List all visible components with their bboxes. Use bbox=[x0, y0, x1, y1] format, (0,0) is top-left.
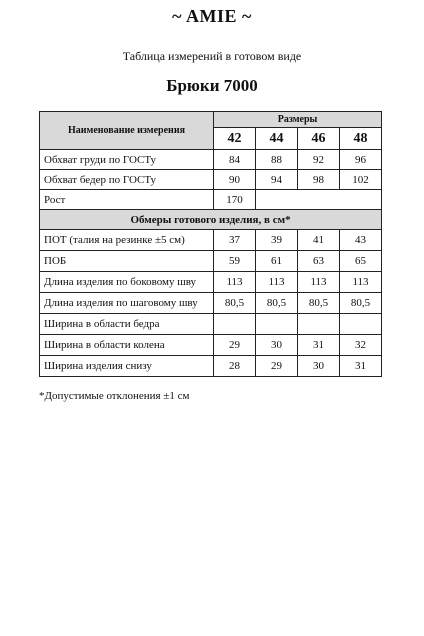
size-header: 44 bbox=[256, 128, 298, 150]
row-label: Ширина изделия снизу bbox=[40, 356, 214, 377]
empty-cell bbox=[256, 190, 382, 210]
row-value bbox=[340, 314, 382, 335]
product-title: Брюки 7000 bbox=[166, 76, 258, 95]
row-value: 41 bbox=[298, 230, 340, 251]
row-value: 37 bbox=[214, 230, 256, 251]
row-value: 61 bbox=[256, 251, 298, 272]
row-value: 80,5 bbox=[214, 293, 256, 314]
column-header-sizes: Размеры bbox=[214, 112, 382, 128]
row-value: 80,5 bbox=[256, 293, 298, 314]
row-value: 113 bbox=[256, 272, 298, 293]
row-value: 63 bbox=[298, 251, 340, 272]
row-value bbox=[214, 314, 256, 335]
row-value: 102 bbox=[340, 170, 382, 190]
brand-logo-text: ~ AMIE ~ bbox=[172, 6, 252, 26]
row-label: Обхват бедер по ГОСТу bbox=[40, 170, 214, 190]
row-value: 88 bbox=[256, 150, 298, 170]
row-value: 39 bbox=[256, 230, 298, 251]
row-label: Обхват груди по ГОСТу bbox=[40, 150, 214, 170]
row-value: 28 bbox=[214, 356, 256, 377]
row-value: 80,5 bbox=[340, 293, 382, 314]
row-value: 94 bbox=[256, 170, 298, 190]
table-row bbox=[40, 230, 382, 251]
table-row bbox=[40, 170, 382, 190]
footnote: *Допустимые отклонения ±1 см bbox=[39, 390, 190, 402]
table-row bbox=[40, 190, 382, 210]
row-value: 92 bbox=[298, 150, 340, 170]
row-label: Длина изделия по боковому шву bbox=[40, 272, 214, 293]
row-value: 29 bbox=[214, 335, 256, 356]
row-value: 113 bbox=[214, 272, 256, 293]
row-value: 31 bbox=[340, 356, 382, 377]
row-value: 96 bbox=[340, 150, 382, 170]
row-value: 31 bbox=[298, 335, 340, 356]
page-subtitle: Таблица измерений в готовом виде bbox=[122, 49, 302, 63]
row-value: 30 bbox=[298, 356, 340, 377]
column-header-measurement: Наименование измерения bbox=[40, 112, 214, 150]
table-row bbox=[40, 293, 382, 314]
table-row bbox=[40, 356, 382, 377]
row-value: 113 bbox=[298, 272, 340, 293]
row-value: 98 bbox=[298, 170, 340, 190]
row-value bbox=[256, 314, 298, 335]
row-value: 80,5 bbox=[298, 293, 340, 314]
row-value: 84 bbox=[214, 150, 256, 170]
table-row bbox=[40, 314, 382, 335]
size-header: 42 bbox=[214, 128, 256, 150]
row-value: 59 bbox=[214, 251, 256, 272]
row-value: 30 bbox=[256, 335, 298, 356]
row-value: 32 bbox=[340, 335, 382, 356]
table-row bbox=[40, 251, 382, 272]
measurements-table bbox=[39, 111, 382, 377]
height-value: 170 bbox=[214, 190, 256, 210]
row-value: 65 bbox=[340, 251, 382, 272]
size-header: 46 bbox=[298, 128, 340, 150]
row-value: 113 bbox=[340, 272, 382, 293]
table-row bbox=[40, 272, 382, 293]
table-row bbox=[40, 335, 382, 356]
row-value bbox=[298, 314, 340, 335]
size-header: 48 bbox=[340, 128, 382, 150]
row-label: Длина изделия по шаговому шву bbox=[40, 293, 214, 314]
row-label: Ширина в области колена bbox=[40, 335, 214, 356]
row-value: 29 bbox=[256, 356, 298, 377]
row-value: 43 bbox=[340, 230, 382, 251]
row-label: ПОБ bbox=[40, 251, 214, 272]
row-value: 90 bbox=[214, 170, 256, 190]
row-label: Ширина в области бедра bbox=[40, 314, 214, 335]
section-title: Обмеры готового изделия, в см* bbox=[40, 210, 382, 230]
row-label: Рост bbox=[40, 190, 214, 210]
table-row bbox=[40, 150, 382, 170]
row-label: ПОТ (талия на резинке ±5 см) bbox=[40, 230, 214, 251]
